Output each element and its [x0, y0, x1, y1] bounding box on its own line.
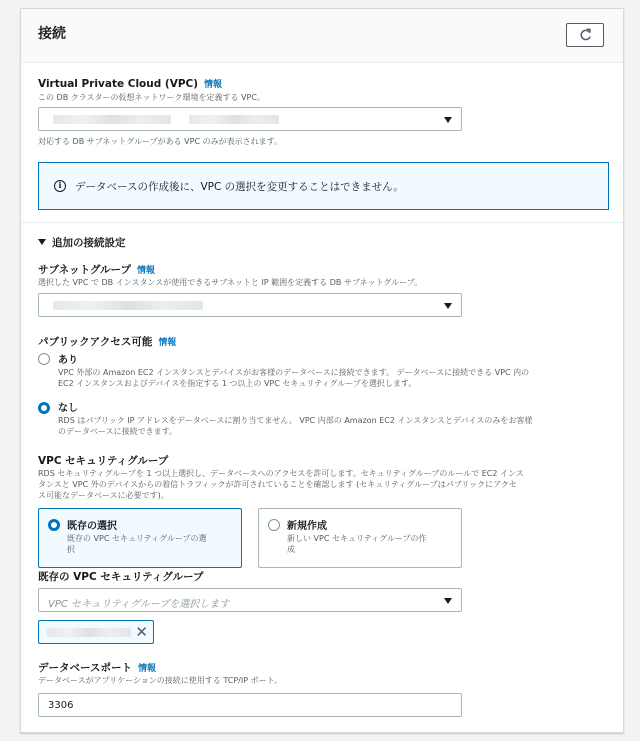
port-description: データベースがアプリケーションの接続に使用する TCP/IP ポート。 [38, 676, 282, 685]
vpc-select[interactable] [38, 107, 462, 131]
public-access-no-radio[interactable] [38, 402, 50, 414]
redacted-value [53, 115, 171, 124]
public-access-no-label[interactable]: なし [58, 403, 78, 414]
caret-down-icon [444, 598, 452, 604]
port-info-link[interactable]: 情報 [137, 664, 156, 674]
refresh-icon [579, 28, 592, 42]
panel-title: 接続 [38, 26, 66, 42]
subnet-info-link[interactable]: 情報 [137, 266, 156, 276]
subnet-description: 選択した VPC で DB インスタンスが使用できるサブネットと IP 範囲を定義する DB サブネットグループ。 [38, 278, 423, 287]
subnet-label: サブネットグループ [38, 264, 132, 276]
existing-sg-placeholder: VPC セキュリティグループを選択します [48, 599, 230, 610]
create-new-desc: 成 [287, 545, 295, 554]
subnet-group-select[interactable] [38, 293, 462, 317]
security-group-desc: RDS セキュリティグループを 1 つ以上選択し、データベースへのアクセスを許可します。セキュリティグループのルールで EC2 インス [38, 469, 524, 478]
vpc-alert [38, 162, 609, 210]
divider [21, 222, 623, 223]
connectivity-panel [20, 8, 624, 733]
existing-sg-label: 既存の VPC セキュリティグループ [38, 571, 204, 583]
public-access-label: パブリックアクセス可能 [38, 336, 153, 348]
public-access-no-desc: RDS はパブリック IP アドレスをデータベースに割り当てません。 VPC 内部の Amazon EC2 インスタンスとデバイスのみをお客様 [58, 416, 533, 425]
security-group-label: VPC セキュリティグループ [38, 455, 169, 467]
info-circle-icon: i [54, 180, 66, 192]
public-access-yes-label[interactable]: あり [58, 355, 78, 366]
create-new-desc: 新しい VPC セキュリティグループの作 [287, 534, 427, 543]
public-access-yes-desc: VPC 外部の Amazon EC2 インスタンスとデバイスがお客様のデータベースに接続できます。 データベースに接続できる VPC 内の [58, 368, 530, 377]
public-access-yes-desc: EC2 インスタンスおよびデバイスを指定する 1 つ以上の VPC セキュリティグループを選択します。 [58, 379, 417, 388]
create-new-tile[interactable] [258, 508, 462, 568]
vpc-note: 対応する DB サブネットグループがある VPC のみが表示されます。 [38, 137, 282, 146]
caret-down-icon [444, 303, 452, 309]
vpc-label: Virtual Private Cloud (VPC) [38, 78, 199, 90]
choose-existing-radio[interactable] [48, 519, 60, 531]
choose-existing-desc: 択 [67, 545, 75, 554]
choose-existing-desc: 既存の VPC セキュリティグループの選 [67, 534, 207, 543]
port-input[interactable] [38, 693, 462, 717]
expand-triangle-icon [38, 238, 46, 246]
subnet-field-label [38, 262, 155, 277]
choose-existing-title: 既存の選択 [67, 521, 117, 532]
additional-settings-title: 追加の接続設定 [52, 237, 126, 249]
choose-existing-tile[interactable] [38, 508, 242, 568]
port-value: 3306 [48, 700, 74, 711]
alert-text: データベースの作成後に、VPC の選択を変更することはできません。 [75, 181, 404, 193]
public-access-no-desc: のデータベースに接続できます。 [58, 427, 177, 436]
refresh-button[interactable] [566, 23, 604, 47]
panel-header [21, 9, 623, 63]
caret-down-icon [444, 117, 452, 123]
public-access-field-label [38, 334, 176, 349]
vpc-description: この DB クラスターの仮想ネットワーク環境を定義する VPC。 [38, 93, 265, 102]
port-field-label [38, 660, 156, 675]
vpc-field-label [38, 77, 222, 90]
security-group-desc: ス可能なデータベースに必要です)。 [38, 491, 169, 500]
redacted-value [189, 115, 279, 124]
vpc-info-link[interactable]: 情報 [204, 80, 223, 90]
port-label: データベースポート [38, 662, 132, 674]
selected-sg-token [38, 620, 154, 644]
redacted-value [47, 628, 131, 637]
existing-sg-select[interactable] [38, 588, 462, 612]
create-new-radio[interactable] [268, 519, 280, 531]
create-new-title: 新規作成 [287, 521, 327, 532]
public-access-yes-radio[interactable] [38, 353, 50, 365]
close-icon[interactable]: ✕ [135, 623, 148, 641]
redacted-value [53, 301, 203, 310]
security-group-desc: タンスと VPC 外のデバイスからの着信トラフィックが許可されていることを確認します (セキュリティグループはパブリックにアクセ [38, 480, 517, 489]
public-access-info-link[interactable]: 情報 [158, 338, 177, 348]
